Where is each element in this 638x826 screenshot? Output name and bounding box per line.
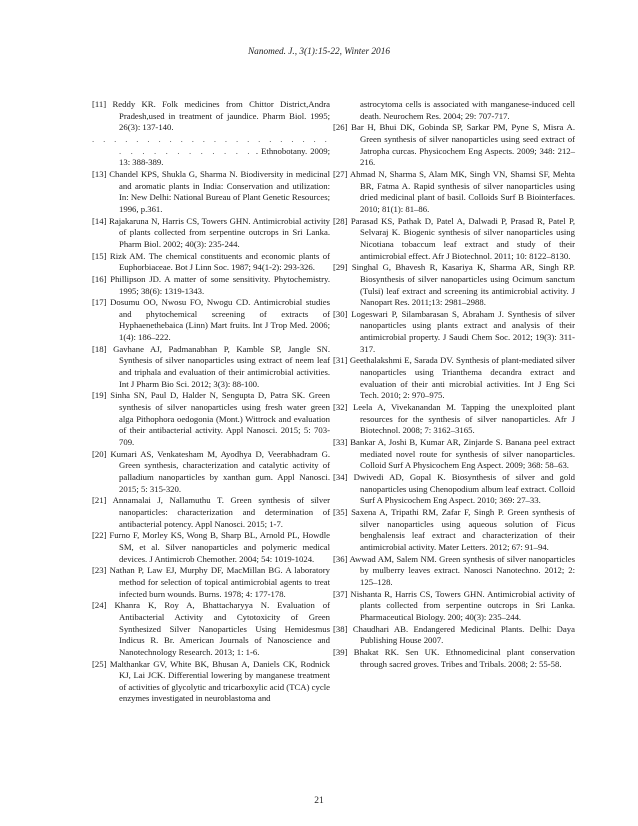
reference-number: [26] <box>333 122 348 133</box>
reference-number: [29] <box>333 262 348 273</box>
reference-text: Chaudhari AB. Endangered Medicinal Plants. Delhi: Daya Publishing House 2007. <box>352 623 575 646</box>
reference-number: [28] <box>333 215 348 226</box>
reference-entry <box>333 216 575 263</box>
reference-number: [16] <box>92 273 107 284</box>
reference-text: Geethalakshmi E, Sarada DV. Synthesis of plant-mediated silver nanoparticles using Trianthema decandra extract and evaluation of their anti microbial activities. Int J Eng Sci Tech. 2010; 2: 970–975. <box>349 355 575 401</box>
reference-entry <box>92 390 330 448</box>
reference-number: [27] <box>333 168 348 179</box>
reference-entry <box>92 134 330 169</box>
reference-text: Annamalai J, Nallamuthu T. Green synthesis of silver nanoparticles: characterization and determination of antibacterial potency. Appl Nanosci. 2015; 1-7. <box>112 495 330 529</box>
reference-number: [39] <box>333 646 348 657</box>
reference-number: [34] <box>333 472 348 482</box>
reference-entry <box>92 274 330 297</box>
reference-text: Nathan P, Law EJ, Murphy DF, MacMillan BG. A laboratory method for selection of topical antimicrobial agents to treat infected burn wounds. Burns. 1978; 4: 177-178. <box>109 565 330 599</box>
reference-number: [25] <box>92 658 107 669</box>
page-number: 21 <box>314 796 324 806</box>
reference-number: [35] <box>333 506 348 517</box>
reference-entry <box>92 99 330 134</box>
reference-number: [30] <box>333 308 348 319</box>
reference-number: [17] <box>92 297 107 308</box>
reference-text: Phillipson JD. A matter of some sensitivity. Phytochemistry. 1995; 38(6): 1319-1343. <box>110 273 331 296</box>
reference-text: Saxena A, Tripathi RM, Zafar F, Singh P. Green synthesis of silver nanoparticles using aqueous solution of Ficus benghalensis leaf extract and characterization of their antimicrobial activity. Mater Letters. 2012; 67: 91–94. <box>351 506 575 552</box>
reference-entry <box>333 437 575 472</box>
reference-text: Awwad AM, Salem NM. Green synthesis of silver nanoparticles by mulberry leaves extract. Nanosci Nanotechno. 2012; 2: 125–128. <box>349 553 575 587</box>
reference-text: Parasad KS, Pathak D, Patel A, Dalwadi P, Prasad R, Patel P, Selvaraj K. Biogenic synthesis of silver nanoparticles using Nicotiana tobaccum leaf extract and study of their antimicrobial effect. Afr J Biotechnol. 2011; 10: 8122–8130. <box>350 215 576 261</box>
reference-entry <box>92 495 330 530</box>
reference-entry <box>333 122 575 169</box>
reference-text: Singhal G, Bhavesh R, Kasariya K, Sharma AR, Singh RP. Biosynthesis of silver nanoparticles using Ocimum sanctum (Tulsi) leaf extract and screening its antimicrobial activity. J Nanopart Res. 2011;13: 2981–2988. <box>351 262 575 308</box>
reference-entry <box>92 169 330 216</box>
reference-list-left-column <box>92 99 330 705</box>
reference-entry <box>333 99 575 122</box>
reference-text: Ahmad N, Sharma S, Alam MK, Singh VN, Shamsi SF, Mehta BR, Fatma A. Rapid synthesis of silver nanoparticles using dried medicinal plant of basil. Colloids Surf B Biointerfaces. 2010; 81(1): 81–86. <box>349 168 575 214</box>
reference-number: [15] <box>92 250 107 261</box>
reference-entry <box>333 624 575 647</box>
reference-entry <box>92 565 330 600</box>
reference-entry <box>92 659 330 706</box>
reference-text: Nishanta R, Harris CS, Towers GHN. Antimicrobial activity of plants collected from serpentine outcrops in Sri Lanka. Pharmaceutical Biology. 200; 40(3): 235–244. <box>350 588 576 622</box>
reference-number: [14] <box>92 215 107 226</box>
reference-text: Sinha SN, Paul D, Halder N, Sengupta D, Patra SK. Green synthesis of silver nanoparticles using fresh water green alga Pithophora oedogonia (Mont.) Wittrock and evaluation of their antibacterial activity. Appl Nanosci. 2015; 5: 703-709. <box>110 390 331 448</box>
reference-entry <box>92 449 330 496</box>
reference-text: Gavhane AJ, Padmanabhan P, Kamble SP, Jangle SN. Synthesis of silver nanoparticles using extract of neem leaf and triphala and evaluation of their antimicrobial activities. Int J Pharm Bio Sci. 2012; 3(3): 88-100. <box>113 343 330 389</box>
reference-entry <box>333 507 575 554</box>
reference-entry <box>333 647 575 670</box>
reference-number: [13] <box>92 168 107 179</box>
reference-number: [24] <box>92 600 107 611</box>
reference-text: Kumari AS, Venkatesham M, Ayodhya D, Veerabhadram G. Green synthesis, characterization and catalytic activity of palladium nanoparticles by xanthan gum. Appl Nanosci. 2015; 5: 315-320. <box>110 448 331 494</box>
reference-entry <box>92 251 330 274</box>
running-header: Nanomed. J., 3(1):15-22, Winter 2016 <box>247 47 390 57</box>
reference-text: Furno F, Morley KS, Wong B, Sharp BL, Arnold PL, Howdle SM, et al. Silver nanoparticles and polymeric medical devices. J Antimicrob Chemother. 2004; 54: 1019-1024. <box>109 530 330 564</box>
reference-entry <box>333 472 575 507</box>
reference-entry <box>333 402 575 437</box>
reference-number: [36] <box>333 553 348 564</box>
reference-number: [22] <box>92 530 107 541</box>
reference-entry <box>92 344 330 391</box>
reference-text: astrocytoma cells is associated with manganese-induced cell death. Neurochem Res. 2004; 29: 707-717. <box>360 99 575 121</box>
reference-text: Bhakat RK. Sen UK. Ethnomedicinal plant conservation through sacred groves. Tribes and Tribals. 2008; 2: 55-58. <box>353 646 575 669</box>
reference-text: Bar H, Bhui DK, Gobinda SP, Sarkar PM, Pyne S, Misra A. Green synthesis of silver nanoparticles using seed extract of Jatropha curcas. Physicochem Eng Aspects. 2009; 348: 212–216. <box>351 122 575 168</box>
reference-entry <box>333 355 575 402</box>
reference-text: Rajakaruna N, Harris CS, Towers GHN. Antimicrobial activity of plants collected from serpentine outcrops in Sri Lanka. Pharm Biol. 2002; 40(3): 235-244. <box>109 215 331 249</box>
reference-text: Dwivedi AD, Gopal K. Biosynthesis of silver and gold nanoparticles using Chenopodium album leaf extract. Colloid Surf A Physicochem Eng Aspect. 2010; 369: 27–33. <box>353 472 576 506</box>
reference-number: [19] <box>92 390 107 401</box>
reference-number: [31] <box>333 355 348 366</box>
reference-text: Khanra K, Roy A, Bhattacharyya N. Evaluation of Antibacterial Activity and Cytotoxicity of Green Synthesized Silver Nanoparticles Using Hemidesmus Indicus R. Br. American Journals of Nanoscience and Nanotechnology Research. 2013; 1: 1-6. <box>114 600 331 657</box>
reference-number: [21] <box>92 495 107 506</box>
reference-number: [18] <box>92 343 107 354</box>
reference-number: [37] <box>333 588 348 599</box>
reference-entry <box>92 530 330 565</box>
reference-entry <box>333 262 575 309</box>
reference-dotted-leader: . . . . . . . . . . . . . . . . . . . . . . . . . . . . . . . . . . <box>92 133 330 156</box>
reference-number: [38] <box>333 623 348 634</box>
reference-text: Chandel KPS, Shukla G, Sharma N. Biodiversity in medicinal and aromatic plants in India: Conservation and utilization: In: New Delhi: National Bureau of Plant Genetic Resources; 1996, p.361. <box>109 168 331 214</box>
reference-entry <box>333 589 575 624</box>
reference-text: Dosumu OO, Nwosu FO, Nwogu CD. Antimicrobial studies and phytochemical screening of extracts of Hyphaenethebaica (Linn) Mart fruits. Int J Trop Med. 2006; 1(4): 186–222. <box>110 297 330 343</box>
reference-entry <box>92 600 330 658</box>
reference-text: Rizk AM. The chemical constituents and economic plants of Euphorbiaceae. Bot J Linn Soc. 1987; 94(1-2): 293-326. <box>109 250 330 273</box>
reference-text: . Ethnobotany. 2009; 13: 388-389. <box>119 145 331 168</box>
reference-text: Reddy KR. Folk medicines from Chittor District,Andra Pradesh,used in treatment of jaundice. Pharm Biol. 1995; 26(3): 137-140. <box>112 99 331 133</box>
reference-text: Bankar A, Joshi B, Kumar AR, Zinjarde S. Banana peel extract mediated novel route for synthesis of silver nanoparticles. Colloid Surf A Physicochem Eng Aspect. 2009; 368: 58–63. <box>350 437 575 471</box>
reference-entry <box>92 297 330 344</box>
reference-number: [23] <box>92 565 107 576</box>
reference-text: Leela A, Vivekanandan M. Tapping the unexploited plant resources for the synthesis of silver nanoparticles. Afr J Biotechnol. 2008; 7: 3162–3165. <box>352 402 575 436</box>
reference-number: [11] <box>92 99 107 109</box>
reference-number: [33] <box>333 437 348 448</box>
reference-entry <box>92 216 330 251</box>
reference-text: Malthankar GV, White BK, Bhusan A, Daniels CK, Rodnick KJ, Lai JCK. Differential lowering by manganese treatment of activities of glycolytic and tricarboxylic acid (TCA) cycle enzymes investigated in neuroblastoma and <box>109 658 331 704</box>
reference-entry <box>333 309 575 356</box>
reference-text: Logeswari P, Silambarasan S, Abraham J. Synthesis of silver nanoparticles using plants extract and analysis of their antimicrobial property. J Saudi Chem Soc. 2012; 19(3): 311-317. <box>351 308 575 354</box>
reference-number: [32] <box>333 402 348 413</box>
reference-entry <box>333 169 575 216</box>
reference-entry <box>333 554 575 589</box>
reference-number: [20] <box>92 448 107 459</box>
reference-list-right-column <box>333 99 575 670</box>
